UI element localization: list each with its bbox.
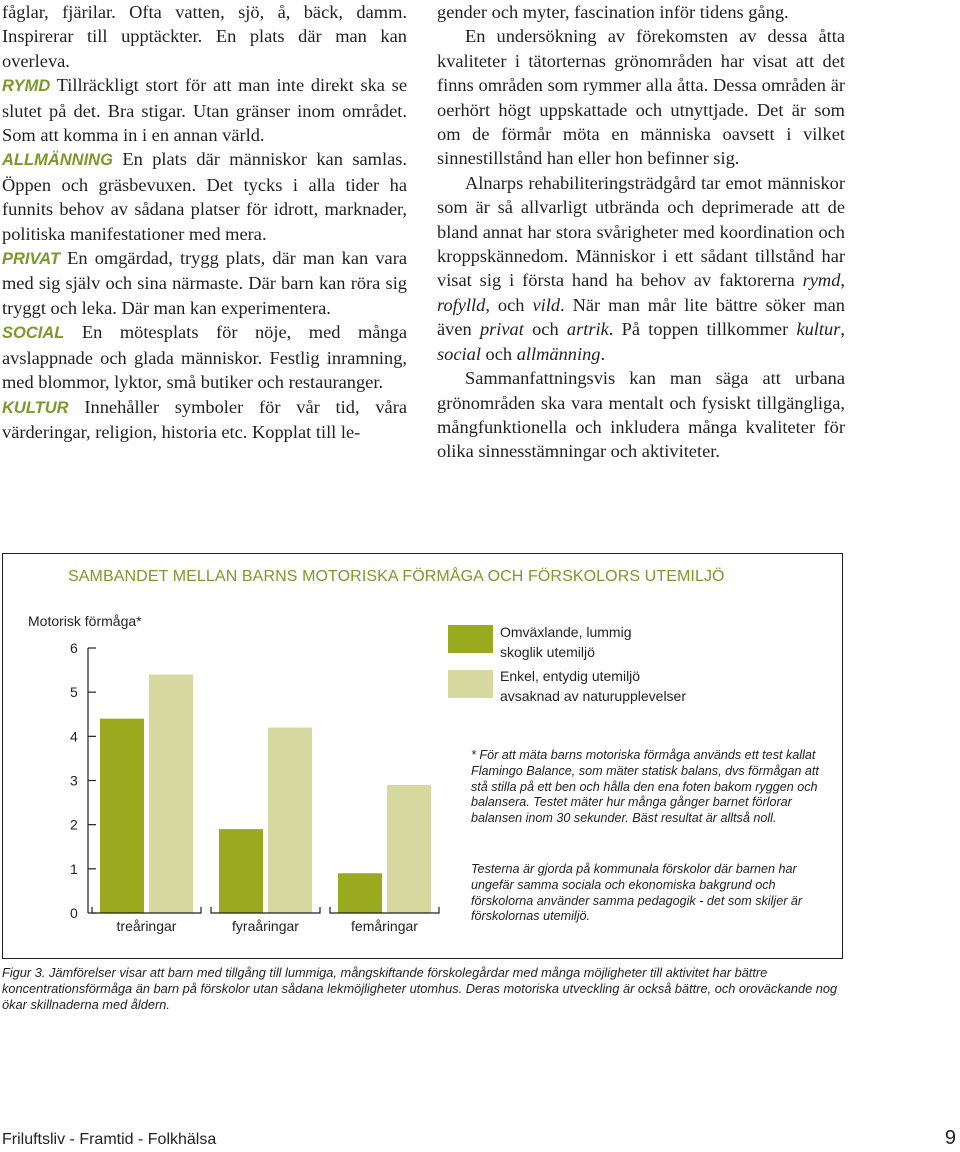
bar-treåringar-simple — [149, 675, 193, 914]
rymd-text: Tillräckligt stort för att man inte direkt ska se slutet på det. Bra stigar. Utan gränser inom området. Som att komma in i en annan värld. — [2, 75, 407, 146]
alnarp-text-c: , och — [485, 294, 533, 315]
bar-femåringar-simple — [387, 785, 431, 913]
legend-swatch-lush — [448, 625, 493, 653]
paragraph-allmanning — [2, 147, 407, 246]
paragraph-summary: Sammanfattningsvis kan man säga att urbana grönområden ska vara mentalt och fysiskt tillgängliga, mångfunktionella och inkludera många kvaliteter för olika sinnesstämningar och aktiviteter. — [437, 368, 845, 462]
term-kultur: kultur — [796, 319, 841, 340]
term-rymd: rymd — [802, 270, 841, 291]
legend-lush-line2: skoglik utemiljö — [500, 644, 595, 660]
y-axis — [70, 640, 96, 921]
legend-lush-line1: Omväxlande, lummig — [500, 624, 632, 640]
footer-title: Friluftsliv - Framtid - Folkhälsa — [2, 1131, 217, 1148]
y-tick-label: 6 — [70, 640, 78, 656]
term-artrik: artrik — [566, 319, 609, 340]
alnarp-text-g: , — [840, 319, 845, 340]
paragraph-social — [2, 320, 407, 394]
x-category-label: femåringar — [351, 918, 418, 934]
paragraph-continuation: gender och myter, fascination inför tidens gång. — [437, 2, 789, 22]
bar-fyraåringar-lush — [219, 829, 263, 913]
right-text-column — [437, 0, 845, 464]
term-allmanning: allmänning — [516, 343, 601, 364]
legend-label-simple — [500, 666, 720, 706]
paragraph-intro: fåglar, fjärilar. Ofta vatten, sjö, å, bäck, damm. Inspirerar till upptäckter. En plats där man kan overleva. — [2, 2, 407, 71]
alnarp-text-i: . — [600, 343, 606, 364]
allmanning-text: En plats där människor kan samlas. Öppen och gräsbevuxen. Det tycks i alla tider ha funnits behov av sådana platser för idrott, marknader, politiska manifestationer med mera. — [2, 149, 407, 244]
keyword-kultur: KULTUR — [2, 398, 69, 417]
paragraph-privat — [2, 246, 407, 320]
privat-text: En omgärdad, trygg plats, där man kan vara med sig själv och sina närmaste. Där barn kan röra sig tryggt och leka. Där man kan experimentera. — [2, 248, 407, 318]
term-social: social — [437, 343, 481, 364]
alnarp-text-b: , — [840, 270, 845, 291]
x-axis-labels — [117, 918, 419, 934]
x-category-label: treåringar — [116, 918, 177, 934]
y-tick-label: 3 — [70, 772, 78, 789]
keyword-allmanning: ALLMÄNNING — [2, 151, 113, 170]
paragraph-alnarp — [437, 171, 845, 366]
method-note: * För att mäta barns motoriska förmåga används ett test kallat Flamingo Balance, som mäter statisk balans, dvs förmågan att stå stilla på ett ben och hålla den ena foten bakom ryggen och balansera. Testet mäter hur många gånger barnet förlorar balansen inom 30 sekunder. Bäst resultat är alltså noll. — [471, 748, 819, 826]
y-tick-label: 5 — [70, 684, 78, 701]
alnarp-text-h: och — [480, 343, 517, 364]
keyword-rymd: RYMD — [2, 77, 51, 96]
paragraph-undersokning: En undersökning av förekomsten av dessa åtta kvaliteter i tätorternas grönområden har visat att det finns områden som rymmer alla åtta. Dessa områden är oerhört högt uppskattade och utnyttjade. Det är som om de förmår möta en människa oavsett i vilket sinnestillstånd han eller hon befinner sig. — [437, 26, 845, 169]
keyword-social: SOCIAL — [2, 324, 65, 343]
bars — [92, 675, 439, 914]
keyword-privat: PRIVAT — [2, 250, 61, 269]
bar-chart — [0, 600, 440, 950]
schools-note: Testerna är gjorda på kommunala förskolor där barnen har ungefär samma sociala och ekonomiska bakgrund och förskolorna använder samma pedagogik - det som skiljer är förskolornas utemiljö. — [471, 862, 803, 924]
page-number: 9 — [944, 1127, 956, 1149]
x-category-label: fyraåringar — [232, 918, 299, 934]
y-tick-label: 1 — [70, 860, 78, 877]
paragraph-rymd — [2, 73, 407, 147]
alnarp-text-a: Alnarps rehabiliteringsträdgård tar emot människor som är så allvarligt utbrända och deprimerade att de bland annat har stora svårigheter med koordination och kroppskännedom. Människor i ett sådant tillstånd har visat sig i första hand ha behov av faktorerna — [437, 172, 845, 291]
figure-caption: Figur 3. Jämförelser visar att barn med tillgång till lummiga, mångskiftande förskolegårdar med många möjligheter till aktivitet har bättre koncentrationsförmåga än barn på förskolor utan sådana lekmöjligheter utomhus. Deras motoriska utveckling är också bättre, och oroväckande nog ökar skillnaderna med åldern. — [2, 965, 838, 1012]
y-tick-label: 2 — [70, 816, 78, 833]
y-tick-label: 4 — [70, 728, 78, 745]
alnarp-text-e: och — [523, 319, 567, 340]
legend-label-lush — [500, 622, 720, 662]
term-privat: privat — [479, 319, 524, 340]
term-vild: vild — [532, 294, 561, 315]
paragraph-kultur — [2, 395, 407, 445]
bar-fyraåringar-simple — [268, 728, 312, 914]
y-axis-label: Motorisk förmåga* — [28, 613, 142, 629]
chart-title: SAMBANDET MELLAN BARNS MOTORISKA FÖRMÅGA OCH FÖRSKOLORS UTEMILJÖ — [68, 568, 725, 585]
alnarp-text-d: . När man mår lite bättre söker man även — [437, 294, 845, 340]
legend-swatch-simple — [448, 670, 493, 698]
bar-femåringar-lush — [338, 873, 382, 913]
kultur-text: Innehåller symboler för vår tid, våra värderingar, religion, historia etc. Kopplat till le- — [2, 396, 407, 442]
term-rofylld: rofylld — [437, 294, 486, 315]
legend-simple-line2: avsaknad av naturupplevelser — [500, 688, 687, 704]
alnarp-text-f: . På toppen tillkommer — [608, 319, 797, 340]
bar-treåringar-lush — [100, 719, 144, 913]
y-tick-label: 0 — [70, 905, 78, 921]
social-text: En mötesplats för nöje, med många avslappnade och glada människor. Festlig inramning, med blommor, lyktor, små butiker och restauranger. — [2, 322, 407, 393]
legend-simple-line1: Enkel, entydig utemiljö — [500, 668, 641, 684]
left-text-column — [2, 0, 407, 444]
